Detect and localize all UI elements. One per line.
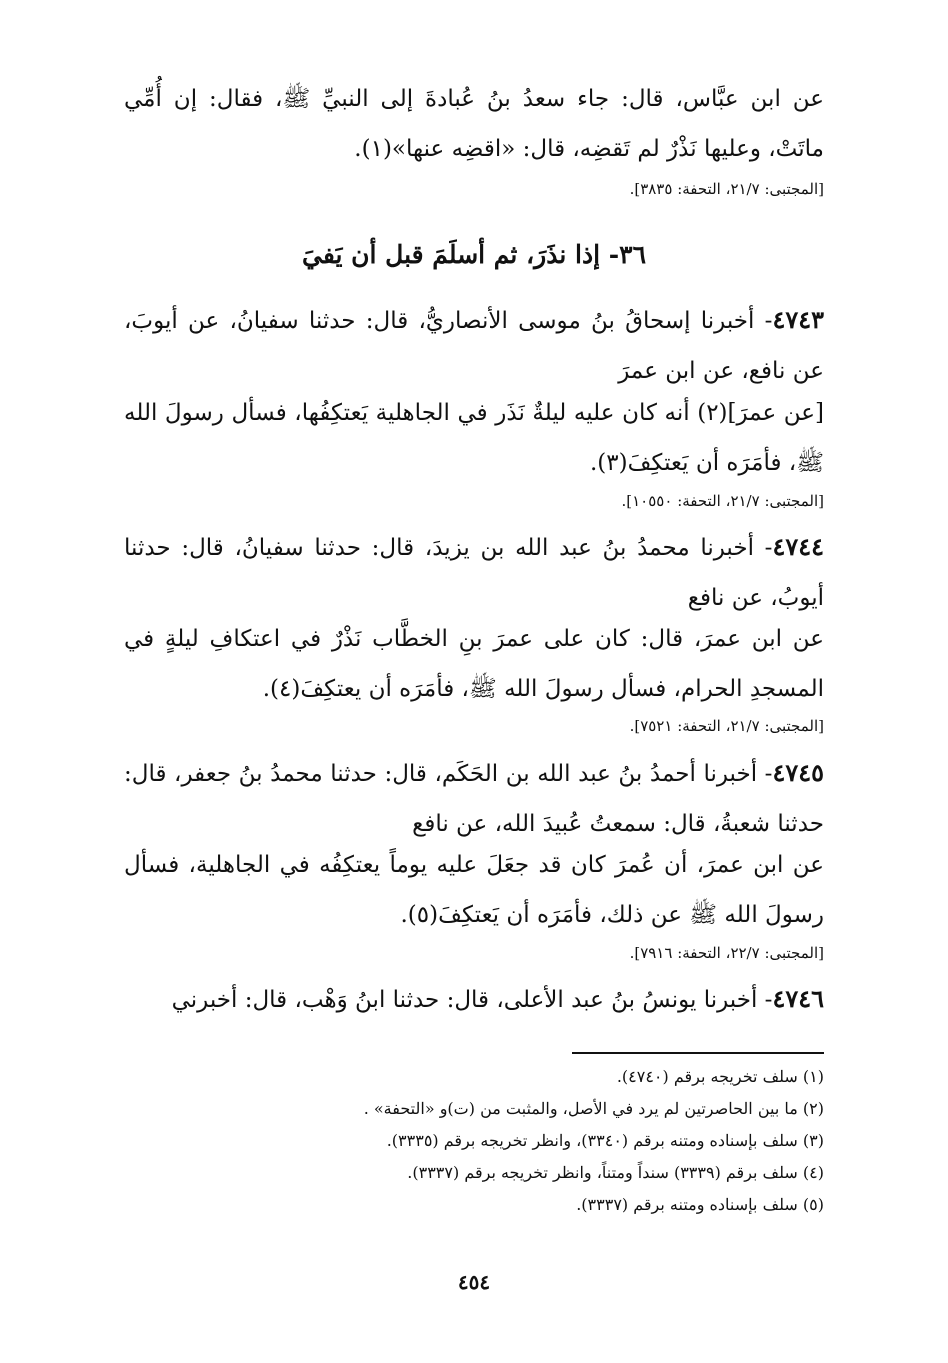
- hadith-number: ٤٧٤٦: [772, 984, 824, 1013]
- hadith-isnad: [124, 974, 824, 1025]
- isnad-text: - أخبرنا أحمدُ بنُ عبد الله بن الحَكَم، قال: حدثنا محمدُ بنُ جعفر، قال: حدثنا شعبةُ، قال: سمعتُ عُبيدَ الله، عن نافع: [124, 761, 824, 837]
- footnote-2: (٢) ما بين الحاصرتين لم يرد في الأصل، والمثبت من (ت)و «التحفة» .: [363, 1099, 824, 1118]
- footnotes: [124, 1066, 824, 1226]
- isnad-text: - أخبرنا إسحاقُ بنُ موسى الأنصاريُّ، قال: حدثنا سفيانُ، عن أيوبَ، عن نافع، عن ابن عمرَ: [124, 308, 824, 384]
- chapter-title: ٣٦- إذا نذَرَ، ثم أسلَمَ قبل أن يَفيَ: [302, 240, 646, 269]
- hadith-isnad: [124, 748, 824, 849]
- hadith-number: ٤٧٤٥: [772, 758, 824, 787]
- footnote-3: (٣) سلف بإسناده ومتنه برقم (٣٣٤٠)، وانظر تخريجه برقم (٣٣٣٥).: [386, 1131, 824, 1150]
- hadith-isnad: [124, 295, 824, 396]
- isnad-text: - أخبرنا يونسُ بنُ عبد الأعلى، قال: حدثنا ابنُ وَهْب، قال: أخبرني: [171, 987, 773, 1013]
- intro-text: عن ابن عبَّاس، قال: جاء سعدُ بنُ عُبادةَ إلى النبيِّ ﷺ، فقال: إن أُمِّي ماتَتْ، وعليها نَذْرٌ لم تَقضِه، قال: «اقضِه عنها»(١).: [124, 86, 824, 162]
- hadith-reference: [المجتبى: ٢١/٧، التحفة: ١٠٥٥٠].: [621, 492, 824, 510]
- intro-reference: [المجتبى: ٢١/٧، التحفة: ٣٨٣٥].: [629, 180, 824, 198]
- hadith-number: ٤٧٤٣: [772, 305, 824, 334]
- isnad-text: - أخبرنا محمدُ بنُ عبد الله بن يزيدَ، قال: حدثنا سفيانُ، قال: حدثنا أيوبُ، عن نافع: [124, 535, 824, 611]
- page-number: ٤٥٤: [457, 1270, 491, 1294]
- footnote-4: (٤) سلف برقم (٣٣٣٩) سنداً ومتناً، وانظر تخريجه برقم (٣٣٣٧).: [407, 1163, 824, 1182]
- hadith-matn: عن ابن عمرَ، قال: كان على عمرَ بنِ الخطَّاب نَذْرٌ في اعتكافِ ليلةٍ في المسجدِ الحرام، فسأل رسولَ الله ﷺ، فأمَرَه أن يعتكِفَ(٤).: [124, 626, 824, 702]
- hadith-reference: [المجتبى: ٢١/٧، التحفة: ٧٥٢١].: [629, 717, 824, 735]
- footnote-5: (٥) سلف بإسناده ومتنه برقم (٣٣٣٧).: [576, 1195, 824, 1214]
- footnote-1: (١) سلف تخريجه برقم (٤٧٤٠).: [616, 1067, 824, 1086]
- hadith-matn: [عن عمرَ](٢) أنه كان عليه ليلةٌ نَذَر في الجاهلية يَعتكِفُها، فسأل رسولَ الله ﷺ، فأمَرَه أن يَعتكِفَ(٣).: [124, 400, 824, 476]
- hadith-matn: عن ابن عمرَ، أن عُمرَ كان قد جعَلَ عليه يوماً يعتكِفُه في الجاهلية، فسأل رسولَ الله ﷺ عن ذلك، فأمَرَه أن يَعتكِفَ(٥).: [124, 852, 824, 928]
- hadith-isnad: [124, 522, 824, 623]
- hadith-reference: [المجتبى: ٢٢/٧، التحفة: ٧٩١٦].: [629, 944, 824, 962]
- hadith-number: ٤٧٤٤: [772, 532, 824, 561]
- footnote-separator: [572, 1052, 824, 1054]
